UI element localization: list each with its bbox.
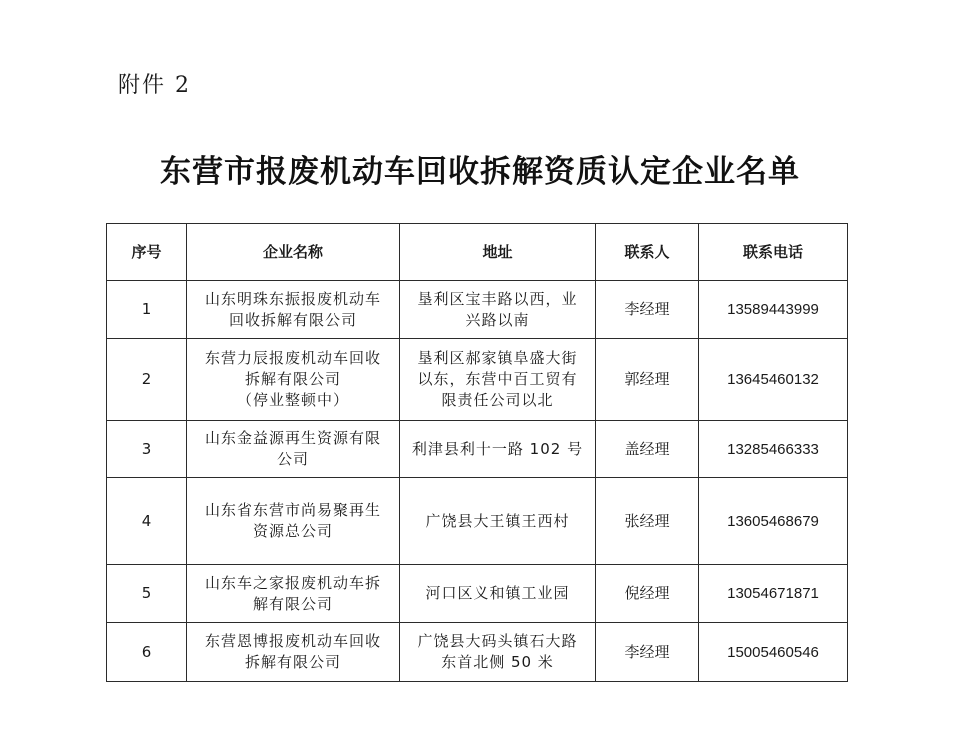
table-row bbox=[107, 478, 848, 565]
row-no: 5 bbox=[107, 565, 187, 623]
enterprise-address bbox=[400, 281, 596, 339]
attachment-label: 附件 2 bbox=[118, 73, 191, 98]
enterprise-name-line: 解有限公司 bbox=[252, 594, 333, 613]
address-line: 东首北侧 50 米 bbox=[441, 653, 554, 671]
header-contact: 联系人 bbox=[596, 224, 699, 281]
enterprise-name bbox=[187, 339, 400, 421]
enterprise-table bbox=[106, 223, 848, 682]
contact-person: 倪经理 bbox=[596, 565, 699, 623]
address-line: 广饶县大码头镇石大路 bbox=[417, 632, 578, 650]
contact-person: 李经理 bbox=[596, 623, 699, 682]
enterprise-status-note: （停业整顿中） bbox=[236, 391, 349, 409]
enterprise-name-line: 东营恩博报废机动车回收 bbox=[204, 632, 381, 650]
enterprise-name bbox=[187, 478, 400, 565]
enterprise-name-line: 山东车之家报废机动车拆 bbox=[204, 573, 381, 592]
row-no: 6 bbox=[107, 623, 187, 682]
header-name: 企业名称 bbox=[187, 224, 400, 281]
address-line: 利津县利十一路 102 号 bbox=[411, 439, 584, 458]
enterprise-name bbox=[187, 281, 400, 339]
enterprise-name bbox=[187, 565, 400, 623]
table-row bbox=[107, 623, 848, 682]
enterprise-address bbox=[400, 421, 596, 478]
table-row bbox=[107, 421, 848, 478]
address-line: 垦利区郝家镇阜盛大街 bbox=[417, 349, 578, 367]
enterprise-address bbox=[400, 478, 596, 565]
contact-phone: 13054671871 bbox=[699, 565, 848, 623]
row-no: 1 bbox=[107, 281, 187, 339]
header-no: 序号 bbox=[107, 224, 187, 281]
address-line: 垦利区宝丰路以西，业 bbox=[417, 289, 578, 308]
row-no: 3 bbox=[107, 421, 187, 478]
header-address: 地址 bbox=[400, 224, 596, 281]
enterprise-name-line: 拆解有限公司 bbox=[244, 653, 341, 671]
table-row bbox=[107, 565, 848, 623]
contact-phone: 13285466333 bbox=[699, 421, 848, 478]
row-no: 2 bbox=[107, 339, 187, 421]
contact-phone: 13589443999 bbox=[699, 281, 848, 339]
enterprise-name-line: 山东金益源再生资源有限 bbox=[204, 429, 381, 447]
enterprise-name-line: 公司 bbox=[276, 450, 309, 468]
contact-phone: 13645460132 bbox=[699, 339, 848, 421]
address-line: 兴路以南 bbox=[465, 310, 530, 329]
enterprise-address bbox=[400, 623, 596, 682]
row-no: 4 bbox=[107, 478, 187, 565]
contact-person: 郭经理 bbox=[596, 339, 699, 421]
address-line: 以东，东营中百工贸有 bbox=[417, 370, 578, 388]
address-line: 限责任公司以北 bbox=[441, 391, 554, 409]
enterprise-name-line: 东营力辰报废机动车回收 bbox=[204, 349, 381, 367]
enterprise-address bbox=[400, 565, 596, 623]
enterprise-name-line: 回收拆解有限公司 bbox=[228, 310, 357, 329]
enterprise-name-line: 山东省东营市尚易聚再生 bbox=[204, 501, 381, 519]
contact-person: 李经理 bbox=[596, 281, 699, 339]
address-line: 河口区义和镇工业园 bbox=[425, 584, 570, 602]
enterprise-name bbox=[187, 421, 400, 478]
document-title: 东营市报废机动车回收拆解资质认定企业名单 bbox=[160, 154, 800, 190]
address-line: 广饶县大王镇王西村 bbox=[425, 511, 570, 530]
enterprise-name-line: 资源总公司 bbox=[252, 522, 333, 540]
enterprise-address bbox=[400, 339, 596, 421]
enterprise-name bbox=[187, 623, 400, 682]
table-row bbox=[107, 339, 848, 421]
header-phone: 联系电话 bbox=[699, 224, 848, 281]
contact-phone: 13605468679 bbox=[699, 478, 848, 565]
enterprise-name-line: 山东明珠东振报废机动车 bbox=[204, 289, 381, 308]
contact-phone: 15005460546 bbox=[699, 623, 848, 682]
table-row bbox=[107, 281, 848, 339]
contact-person: 张经理 bbox=[596, 478, 699, 565]
contact-person: 盖经理 bbox=[596, 421, 699, 478]
enterprise-name-line: 拆解有限公司 bbox=[244, 370, 341, 388]
table-header-row bbox=[107, 224, 848, 281]
